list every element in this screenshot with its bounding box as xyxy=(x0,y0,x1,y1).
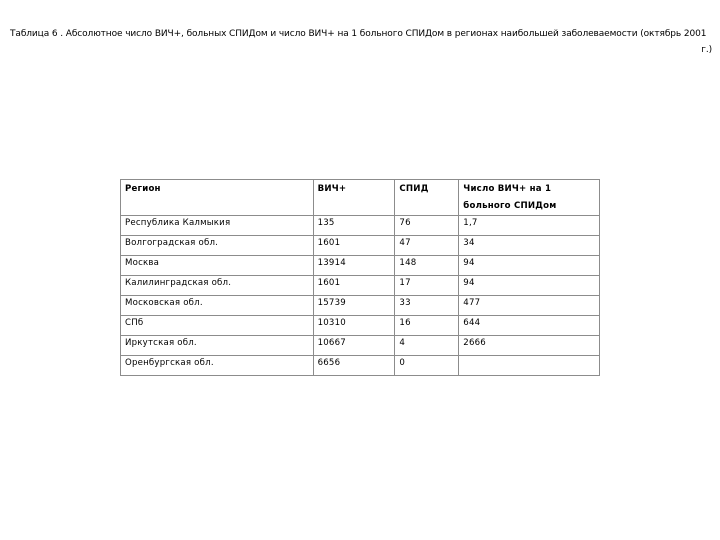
cell-ratio: 1,7 xyxy=(459,216,600,236)
cell-region: СПб xyxy=(121,316,314,336)
table-row xyxy=(121,356,600,376)
cell-ratio: 94 xyxy=(459,276,600,296)
cell-region: Москва xyxy=(121,256,314,276)
hiv-aids-table xyxy=(120,179,600,376)
table-row xyxy=(121,296,600,316)
cell-region: Республика Калмыкия xyxy=(121,216,314,236)
cell-region: Московская обл. xyxy=(121,296,314,316)
cell-ratio xyxy=(459,356,600,376)
cell-aids: 4 xyxy=(395,336,459,356)
cell-region: Иркутская обл. xyxy=(121,336,314,356)
cell-hiv: 13914 xyxy=(313,256,395,276)
cell-aids: 47 xyxy=(395,236,459,256)
cell-hiv: 10667 xyxy=(313,336,395,356)
table-row xyxy=(121,216,600,236)
cell-hiv: 15739 xyxy=(313,296,395,316)
table-row xyxy=(121,236,600,256)
cell-region: Волгоградская обл. xyxy=(121,236,314,256)
header-aids: СПИД xyxy=(395,180,459,216)
cell-ratio: 477 xyxy=(459,296,600,316)
header-region: Регион xyxy=(121,180,314,216)
table-header-row xyxy=(121,180,600,216)
cell-hiv: 1601 xyxy=(313,236,395,256)
cell-hiv: 1601 xyxy=(313,276,395,296)
cell-aids: 148 xyxy=(395,256,459,276)
cell-hiv: 10310 xyxy=(313,316,395,336)
cell-aids: 17 xyxy=(395,276,459,296)
cell-hiv: 6656 xyxy=(313,356,395,376)
cell-hiv: 135 xyxy=(313,216,395,236)
header-hiv-per-aids: Число ВИЧ+ на 1 больного СПИДом xyxy=(459,180,600,216)
cell-ratio: 2666 xyxy=(459,336,600,356)
cell-aids: 16 xyxy=(395,316,459,336)
table-row xyxy=(121,276,600,296)
cell-aids: 33 xyxy=(395,296,459,316)
cell-ratio: 94 xyxy=(459,256,600,276)
table-row xyxy=(121,316,600,336)
caption-line-2: г.) xyxy=(701,45,712,55)
table-row xyxy=(121,336,600,356)
cell-region: Калилинградская обл. xyxy=(121,276,314,296)
cell-aids: 76 xyxy=(395,216,459,236)
table-caption xyxy=(10,26,712,58)
cell-region: Оренбургская обл. xyxy=(121,356,314,376)
table-row xyxy=(121,256,600,276)
cell-ratio: 644 xyxy=(459,316,600,336)
caption-line-1: Таблица 6 . Абсолютное число ВИЧ+, больных СПИДом и число ВИЧ+ на 1 больного СПИДом в регионах наибольшей заболеваемости (октябрь 2001 xyxy=(10,29,707,39)
cell-aids: 0 xyxy=(395,356,459,376)
header-hiv: ВИЧ+ xyxy=(313,180,395,216)
cell-ratio: 34 xyxy=(459,236,600,256)
